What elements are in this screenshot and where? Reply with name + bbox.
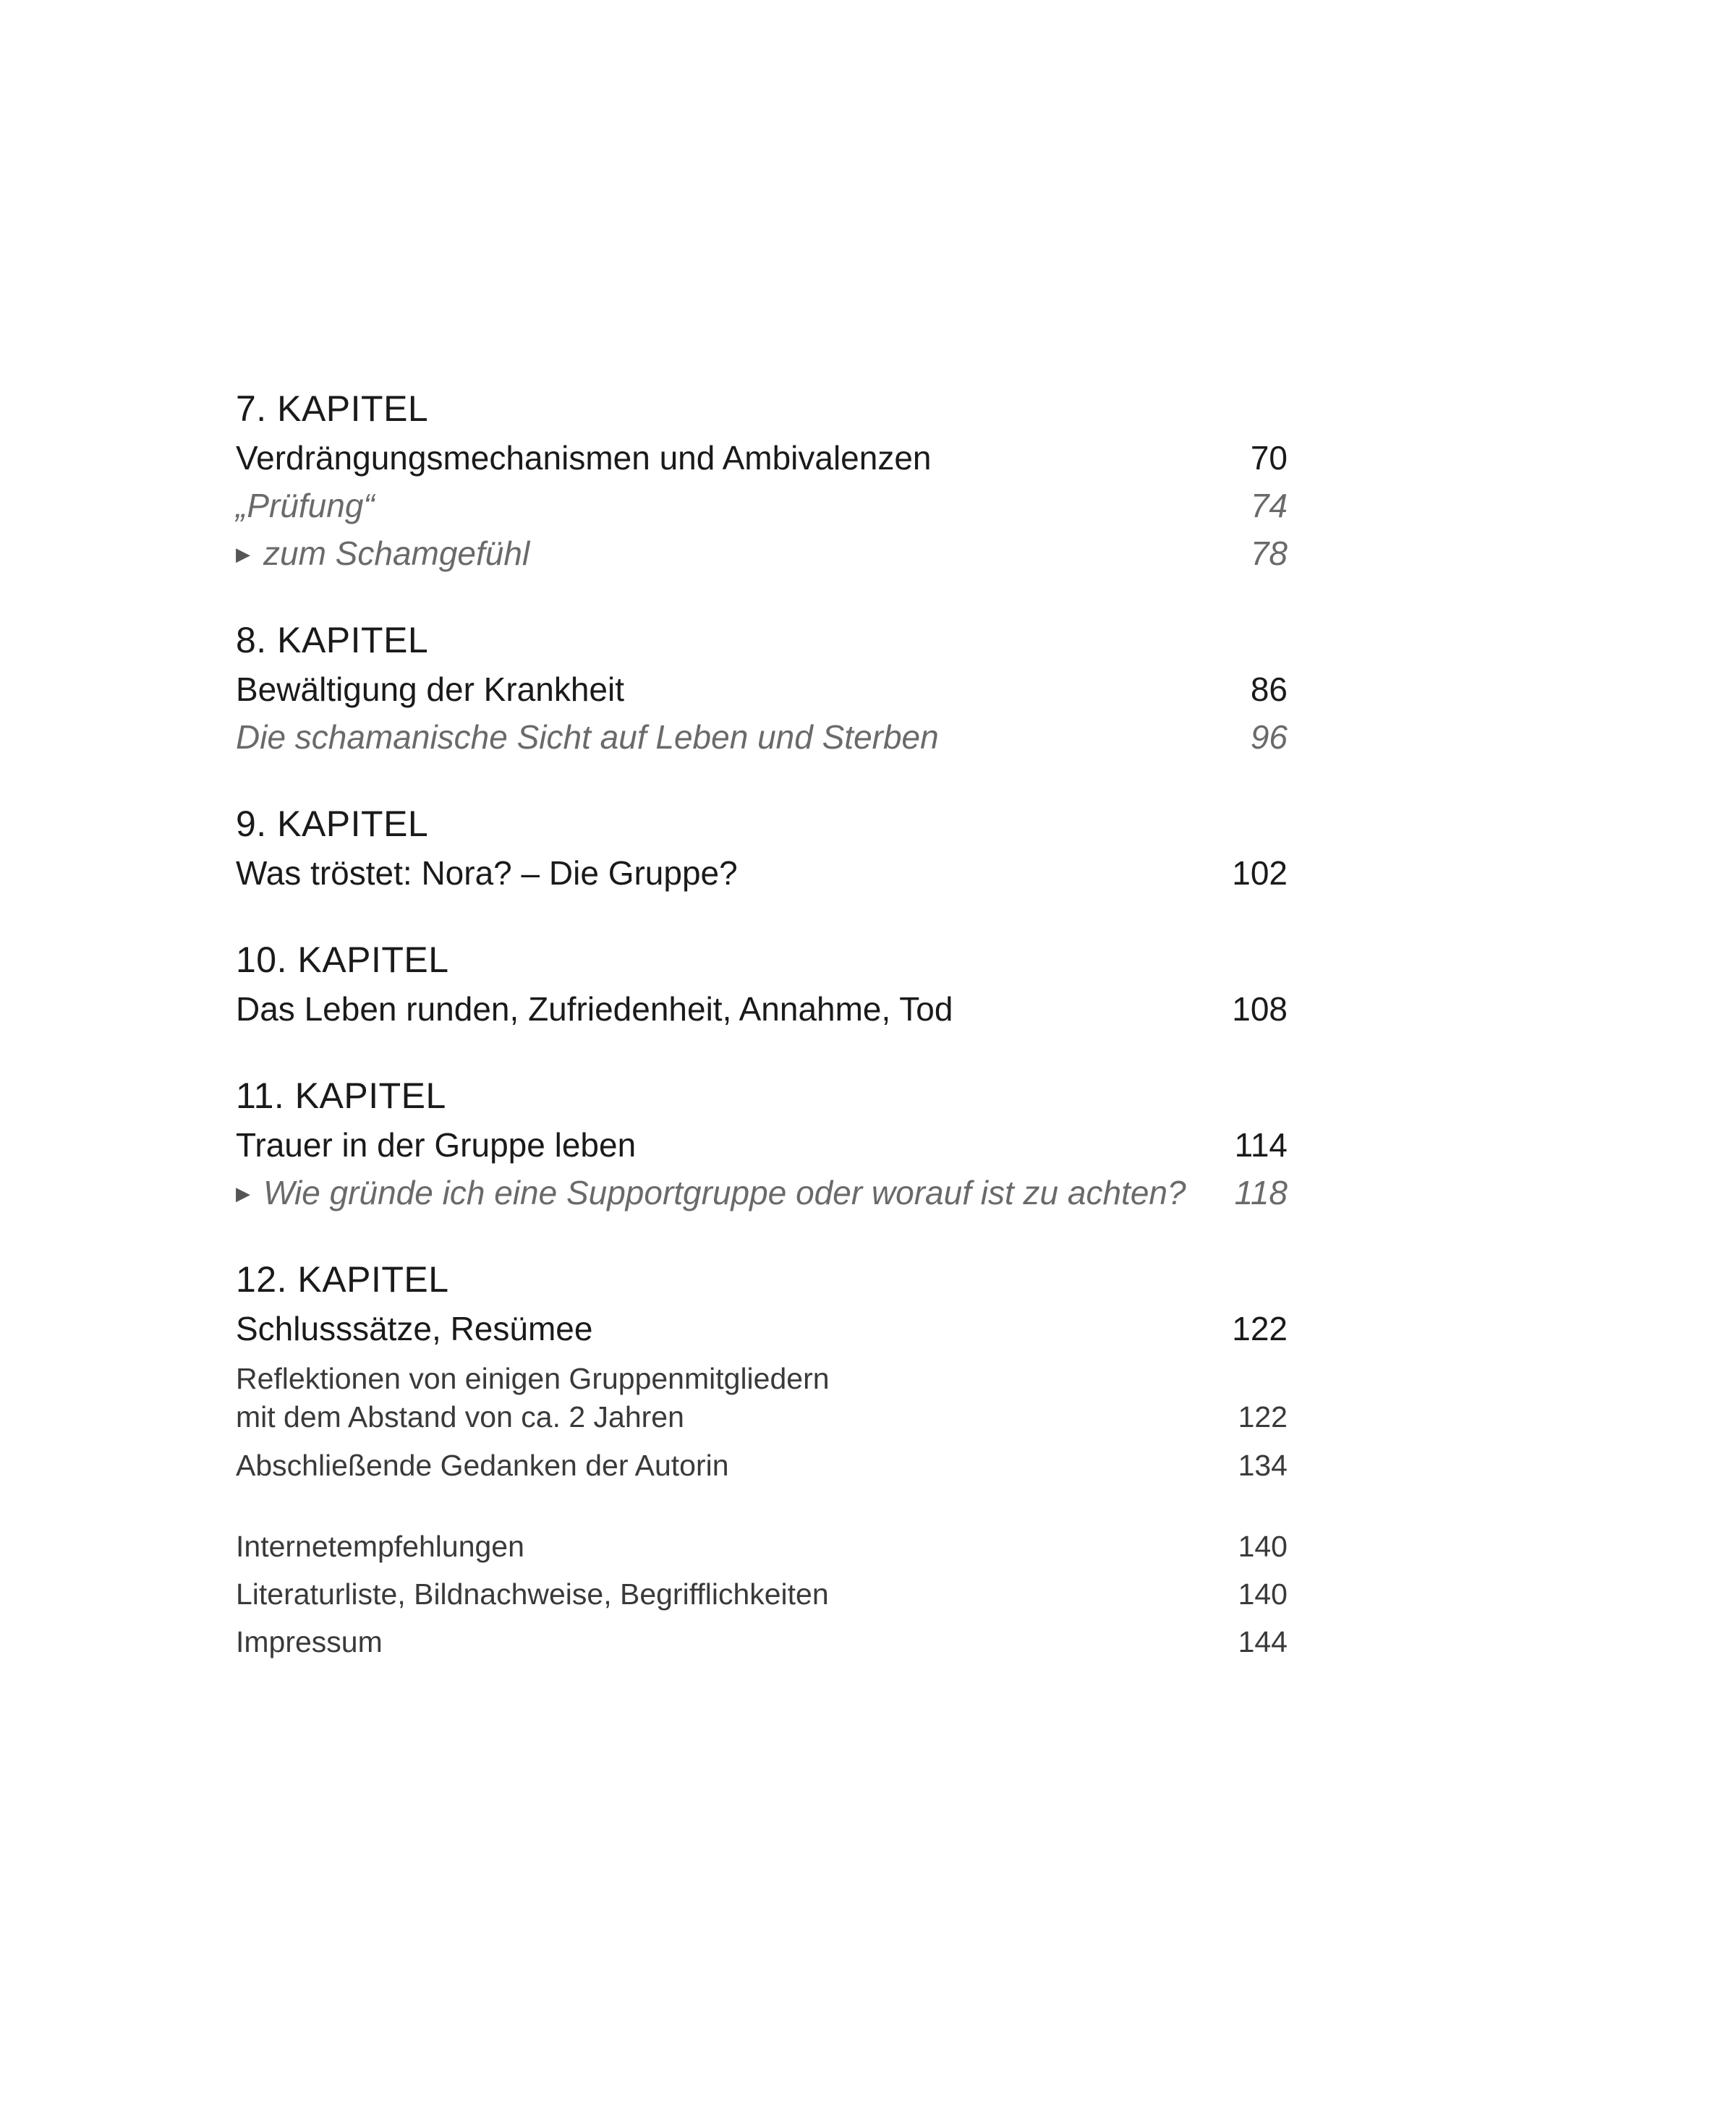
toc-entry[interactable] — [236, 665, 1288, 713]
toc-entry-author-thoughts[interactable] — [236, 1447, 1288, 1485]
toc-entry-reflections[interactable] — [236, 1360, 1288, 1436]
toc-entry-impressum[interactable] — [236, 1618, 1288, 1666]
entry-title-line2: mit dem Abstand von ca. 2 Jahren — [236, 1400, 684, 1434]
toc-subentry[interactable] — [236, 529, 1288, 577]
chapter-12 — [236, 1254, 1288, 1485]
chapter-heading: 11. KAPITEL — [236, 1075, 446, 1116]
page-number: 102 — [1232, 854, 1288, 892]
triangle-right-icon: ▶ — [236, 1183, 250, 1204]
chapter-heading: 7. KAPITEL — [236, 388, 429, 429]
appendix-entries — [236, 1522, 1288, 1666]
page-number: 134 — [1238, 1449, 1288, 1482]
chapter-7 — [236, 383, 1288, 577]
toc-entry[interactable] — [236, 1121, 1288, 1169]
entry-title: Impressum — [236, 1625, 383, 1658]
entry-title: Wie gründe ich eine Supportgruppe oder worauf ist zu achten? — [263, 1174, 1186, 1211]
chapter-heading: 9. KAPITEL — [236, 804, 429, 844]
chapter-10 — [236, 934, 1288, 1033]
entry-title: Abschließende Gedanken der Autorin — [236, 1449, 729, 1482]
toc-entry[interactable] — [236, 1305, 1288, 1353]
entry-title: Die schamanische Sicht auf Leben und Sterben — [236, 718, 939, 756]
toc-entry[interactable] — [236, 985, 1288, 1033]
page-number: 118 — [1234, 1174, 1288, 1211]
page-number: 108 — [1232, 990, 1288, 1028]
entry-title: Verdrängungsmechanismen und Ambivalenzen — [236, 439, 932, 477]
toc-subentry[interactable] — [236, 482, 1288, 529]
chapter-heading: 8. KAPITEL — [236, 620, 429, 660]
closing-entries — [236, 1360, 1288, 1485]
page-number: 86 — [1250, 670, 1288, 708]
entry-title: Internetempfehlungen — [236, 1530, 524, 1563]
triangle-right-icon: ▶ — [236, 543, 250, 565]
page-number: 122 — [1238, 1400, 1288, 1434]
entry-title: Bewältigung der Krankheit — [236, 670, 624, 708]
page-number: 144 — [1238, 1625, 1288, 1658]
toc-entry[interactable] — [236, 434, 1288, 482]
entry-title: „Prüfung“ — [236, 487, 375, 524]
page-number: 114 — [1234, 1126, 1288, 1164]
page-number: 74 — [1250, 487, 1288, 524]
chapter-8 — [236, 615, 1288, 761]
page-number: 140 — [1238, 1577, 1288, 1611]
entry-title: Trauer in der Gruppe leben — [236, 1126, 637, 1164]
entry-title: Was tröstet: Nora? – Die Gruppe? — [236, 854, 738, 892]
chapter-heading: 10. KAPITEL — [236, 940, 449, 980]
page-number: 78 — [1250, 534, 1288, 572]
entry-title: Literaturliste, Bildnachweise, Begrifflichkeiten — [236, 1577, 829, 1611]
entry-title-line1: Reflektionen von einigen Gruppenmitgliedern — [236, 1362, 830, 1395]
chapter-9 — [236, 798, 1288, 897]
toc-subentry[interactable] — [236, 1169, 1288, 1217]
entry-title: zum Schamgefühl — [263, 534, 530, 572]
page-number: 96 — [1250, 718, 1288, 756]
toc-entry[interactable] — [236, 849, 1288, 897]
entry-title: Schlusssätze, Resümee — [236, 1310, 593, 1347]
chapter-heading: 12. KAPITEL — [236, 1259, 449, 1300]
entry-title: Das Leben runden, Zufriedenheit, Annahme, Tod — [236, 990, 953, 1028]
page-number: 70 — [1250, 439, 1288, 477]
toc-entry-literature[interactable] — [236, 1570, 1288, 1618]
chapter-11 — [236, 1070, 1288, 1217]
toc-entry-internet[interactable] — [236, 1522, 1288, 1570]
page-number: 140 — [1238, 1530, 1288, 1563]
table-of-contents — [236, 383, 1288, 1666]
toc-subentry[interactable] — [236, 713, 1288, 761]
page-number: 122 — [1232, 1310, 1288, 1347]
